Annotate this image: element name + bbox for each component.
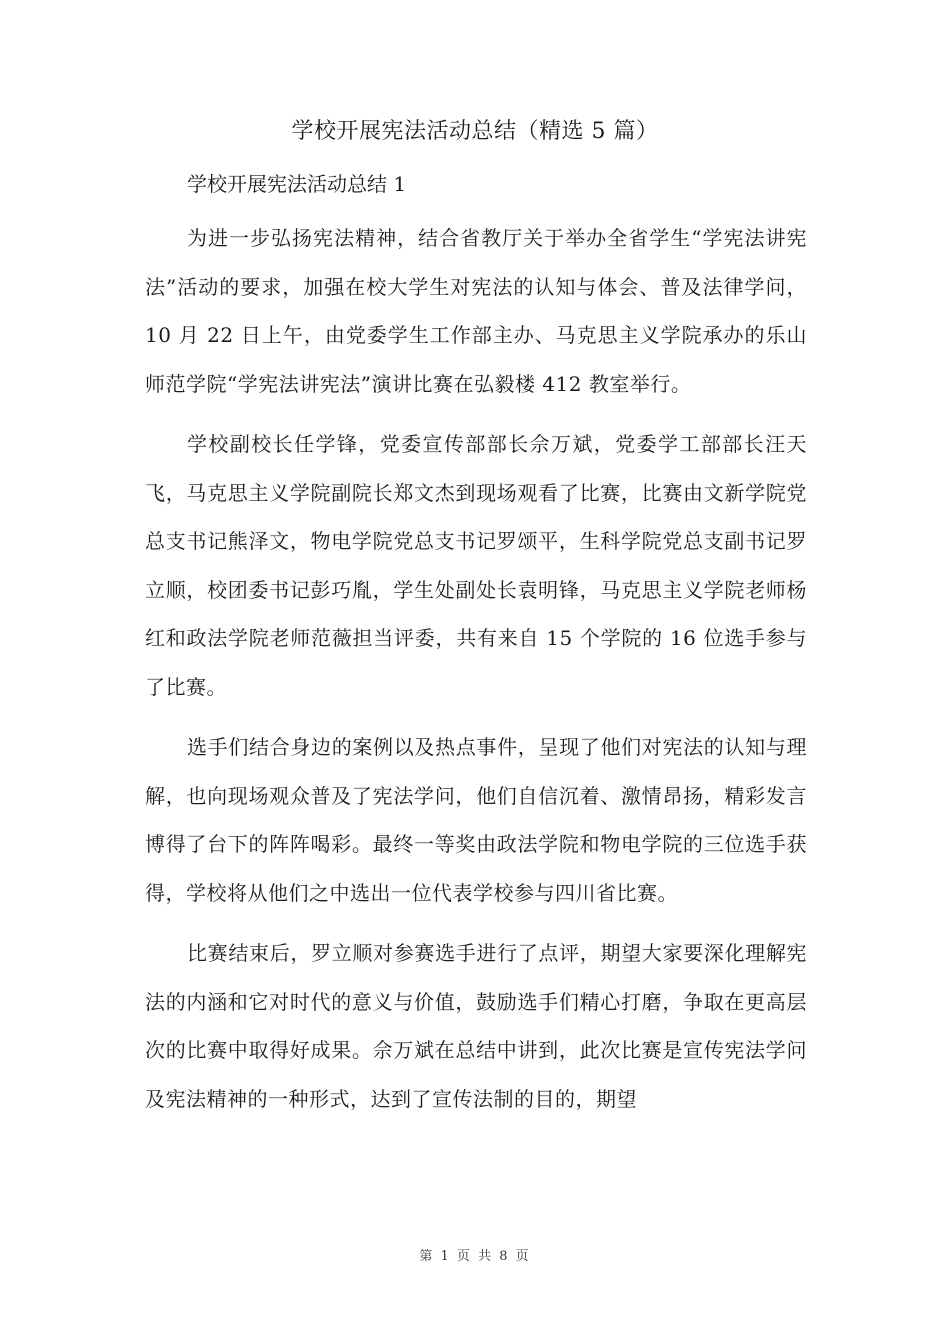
page-footer: 第 1 页 共 8 页 bbox=[419, 1249, 531, 1264]
document-title: 学校开展宪法活动总结（精选 5 篇） bbox=[291, 119, 659, 144]
paragraph-2: 学校副校长任学锋，党委宣传部部长佘万斌，党委学工部部长汪天飞，马克思主义学院副院长郑文杰到现场观看了比赛，比赛由文新学院党总支书记熊泽文，物电学院党总支书记罗颂平，生科学院党总支副书记罗立顺，校团委书记彭巧胤，学生处副处长袁明锋，马克思主义学院老师杨红和政法学院老师范薇担当评委，共有来自 15 个学院的 16 位选手参与了比赛。 bbox=[145, 432, 807, 699]
paragraph-1: 为进一步弘扬宪法精神，结合省教厅关于举办全省学生“学宪法讲宪法”活动的要求，加强在校大学生对宪法的认知与体会、普及法律学问，10 月 22 日上午，由党委学生工作部主办、马克思主义学院承办的乐山师范学院“学宪法讲宪法”演讲比赛在弘毅楼 412 教室举行。 bbox=[145, 226, 807, 396]
section-heading: 学校开展宪法活动总结 1 bbox=[187, 172, 407, 196]
paragraph-4: 比赛结束后，罗立顺对参赛选手进行了点评，期望大家要深化理解宪法的内涵和它对时代的意义与价值，鼓励选手们精心打磨，争取在更高层次的比赛中取得好成果。佘万斌在总结中讲到，此次比赛是宣传宪法学问及宪法精神的一种形式，达到了宣传法制的目的，期望 bbox=[145, 941, 807, 1111]
document-body bbox=[145, 166, 807, 1135]
paragraph-3: 选手们结合身边的案例以及热点事件，呈现了他们对宪法的认知与理解，也向现场观众普及了宪法学问，他们自信沉着、激情昂扬，精彩发言博得了台下的阵阵喝彩。最终一等奖由政法学院和物电学院的三位选手获得，学校将从他们之中选出一位代表学校参与四川省比赛。 bbox=[145, 735, 807, 905]
